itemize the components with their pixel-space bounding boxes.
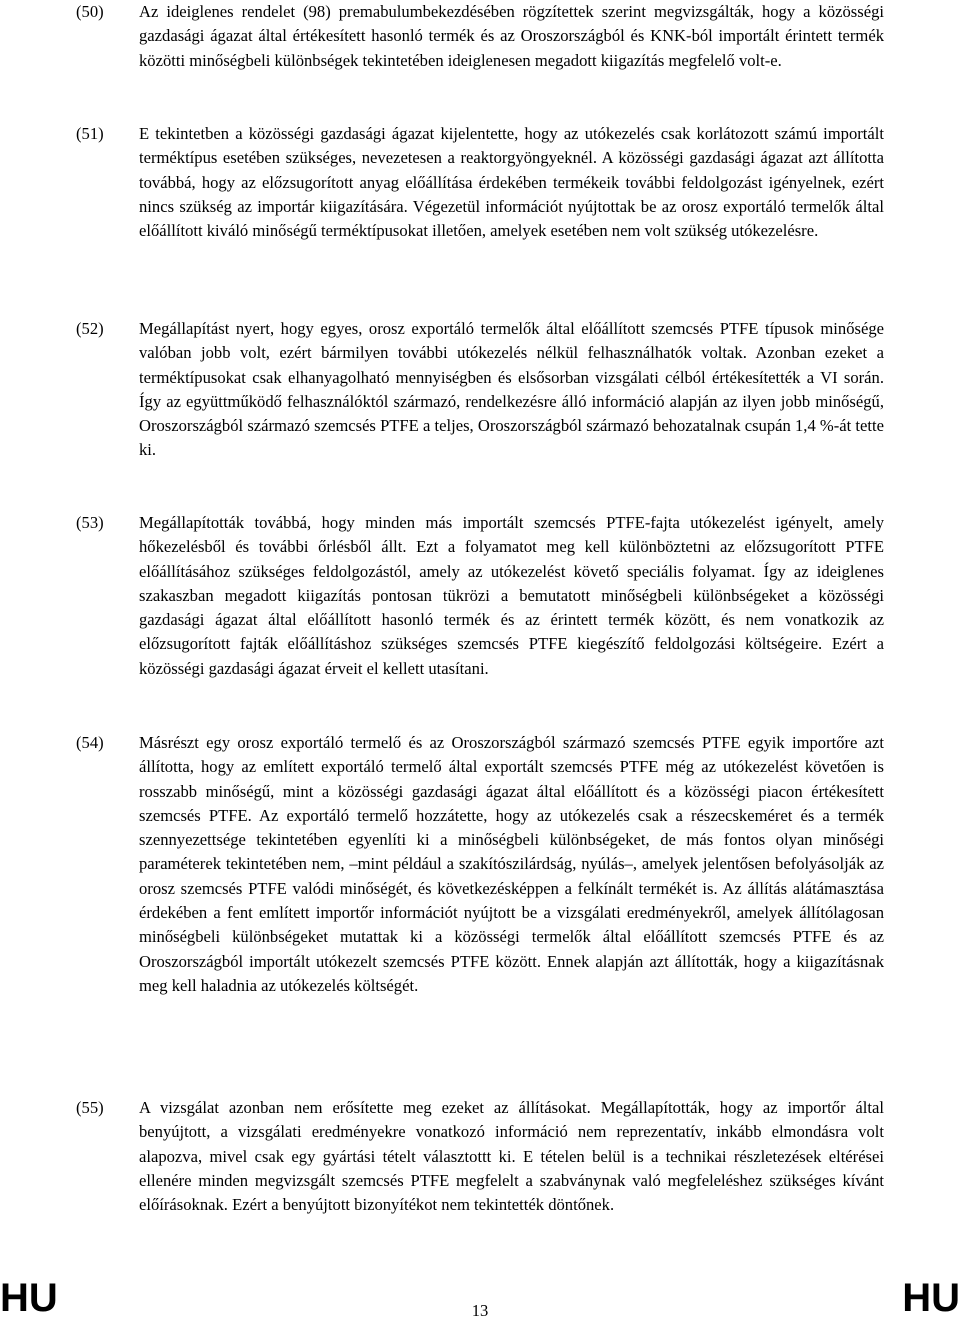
paragraph-text: E tekintetben a közösségi gazdasági ágazat kijelentette, hogy az utókezelés csak korlátozott számú importált terméktípus esetében szükséges, nevezetesen a reaktorgyöngyeknél. A közösségi gazdasági ágazat azt állította továbbá, hogy az előzsugorított anyag előállítása érdekében termékeik további feldolgozást igényelnek, ezért nincs szükség az importár kiigazítására. Végezetül információt nyújtottak be az orosz exportáló termelők által előállított kiváló minőségű terméktípusokat illetően, amelyek esetében nem volt szükség utókezelésre. [139,124,884,241]
paragraph-text: Megállapítást nyert, hogy egyes, orosz exportáló termelők által előállított szemcsés PTFE típusok minősége valóban jobb volt, ezért bármilyen további utókezelés nélkül felhasználhatók voltak. Azonban ezeket a terméktípusokat csak elhanyagolható mennyiségben és elsősorban vizsgálati célból értékesítették a VI során. Így az együttműködő felhasználóktól származó, rendelkezésre álló információ alapján az ilyen jobb minőségű, Oroszországból származó szemcsés PTFE a teljes, Oroszországból származó behozatalnak csupán 1,4 %-át tette ki. [139,319,884,460]
paragraph-number: (50) [76,2,104,21]
paragraph-text: Másrészt egy orosz exportáló termelő és az Oroszországból származó szemcsés PTFE egyik importőre azt állította, hogy az említett exportáló termelő által exportált szemcsés PTFE még az utókezelést követően is rosszabb minőségű, mint a közösségi gazdasági ágazat által előállított és a közösségi piacon értékesített szemcsés PTFE. Az exportáló termelő hozzátette, hogy az utókezelés csak a részecskeméret és a termék szennyezettsége tekintetében egyenlíti ki a minőségbeli különbségeket, de más fontos olyan minőségi paraméterek tekintetében nem, –mint például a szakítószilárdság, nyúlás–, amelyek jelentősen befolyásolják az orosz szemcsés PTFE valódi minőségét, és következésképpen a felkínált termékét is. Az állítás alátámasztása érdekében a fent említett importőr információt nyújtott be a vizsgálati eredményekről, amelyek állítólagosan minőségbeli különbségeket mutattak ki a közösségi termelők által előállított szemcsés PTFE és az Oroszországból importált utókezelt szemcsés PTFE között. Ennek alapján azt állították, hogy a kiigazításnak meg kell haladnia az utókezelés költségét. [139,733,884,995]
language-code-left: HU [0,1276,58,1320]
paragraph-number: (52) [76,319,104,338]
paragraph-number: (51) [76,124,104,143]
paragraph-text: Az ideiglenes rendelet (98) premabulumbekezdésében rögzítettek szerint megvizsgálták, hogy a közösségi gazdasági ágazat által értékesített hasonló termék és az Oroszországból és KNK-ból importált érintett termék közötti minőségbeli különbségek tekintetében ideiglenesen megadott kiigazítás megfelelő volt-e. [139,2,884,70]
paragraph-number: (53) [76,513,104,532]
page-number: 13 [471,1301,489,1320]
paragraph-number: (54) [76,733,104,752]
language-code-right: HU [902,1276,960,1320]
paragraph-number: (55) [76,1098,104,1117]
paragraph-text: A vizsgálat azonban nem erősítette meg ezeket az állításokat. Megállapították, hogy az importőr által benyújtott, a vizsgálati eredményekre vonatkozó információ nem reprezentatív, inkább elmondásra volt alapozva, mivel csak egy gyártási tételt választottt ki. E tételen belül is a technikai részletezések eltérései ellenére minden megvizsgált szemcsés PTFE megfelelt a szabványnak való megfeleléshez szükséges kívánt előírásoknak. Ezért a benyújtott bizonyítékot nem tekintették döntőnek. [139,1098,884,1215]
paragraph-text: Megállapították továbbá, hogy minden más importált szemcsés PTFE-fajta utókezelést igényelt, amely hőkezelésből és további őrlésből állt. Ezt a folyamatot meg kell különböztetni az előzsugorított PTFE előállításához szükséges feldolgozástól, amely az utókezelést követő speciális folyamat. Így az ideiglenes szakaszban megadott kiigazítás pontosan tükrözi a bemutatott minőségbeli különbségeket a közösségi gazdasági ágazat által előállított hasonló termék és az érintett termék között, és nem vonatkozik az előzsugorított fajták előállításhoz szükséges szemcsés PTFE kiegészítő feldolgozási költségeire. Ezért a közösségi gazdasági ágazat érveit el kellett utasítani. [139,513,884,678]
